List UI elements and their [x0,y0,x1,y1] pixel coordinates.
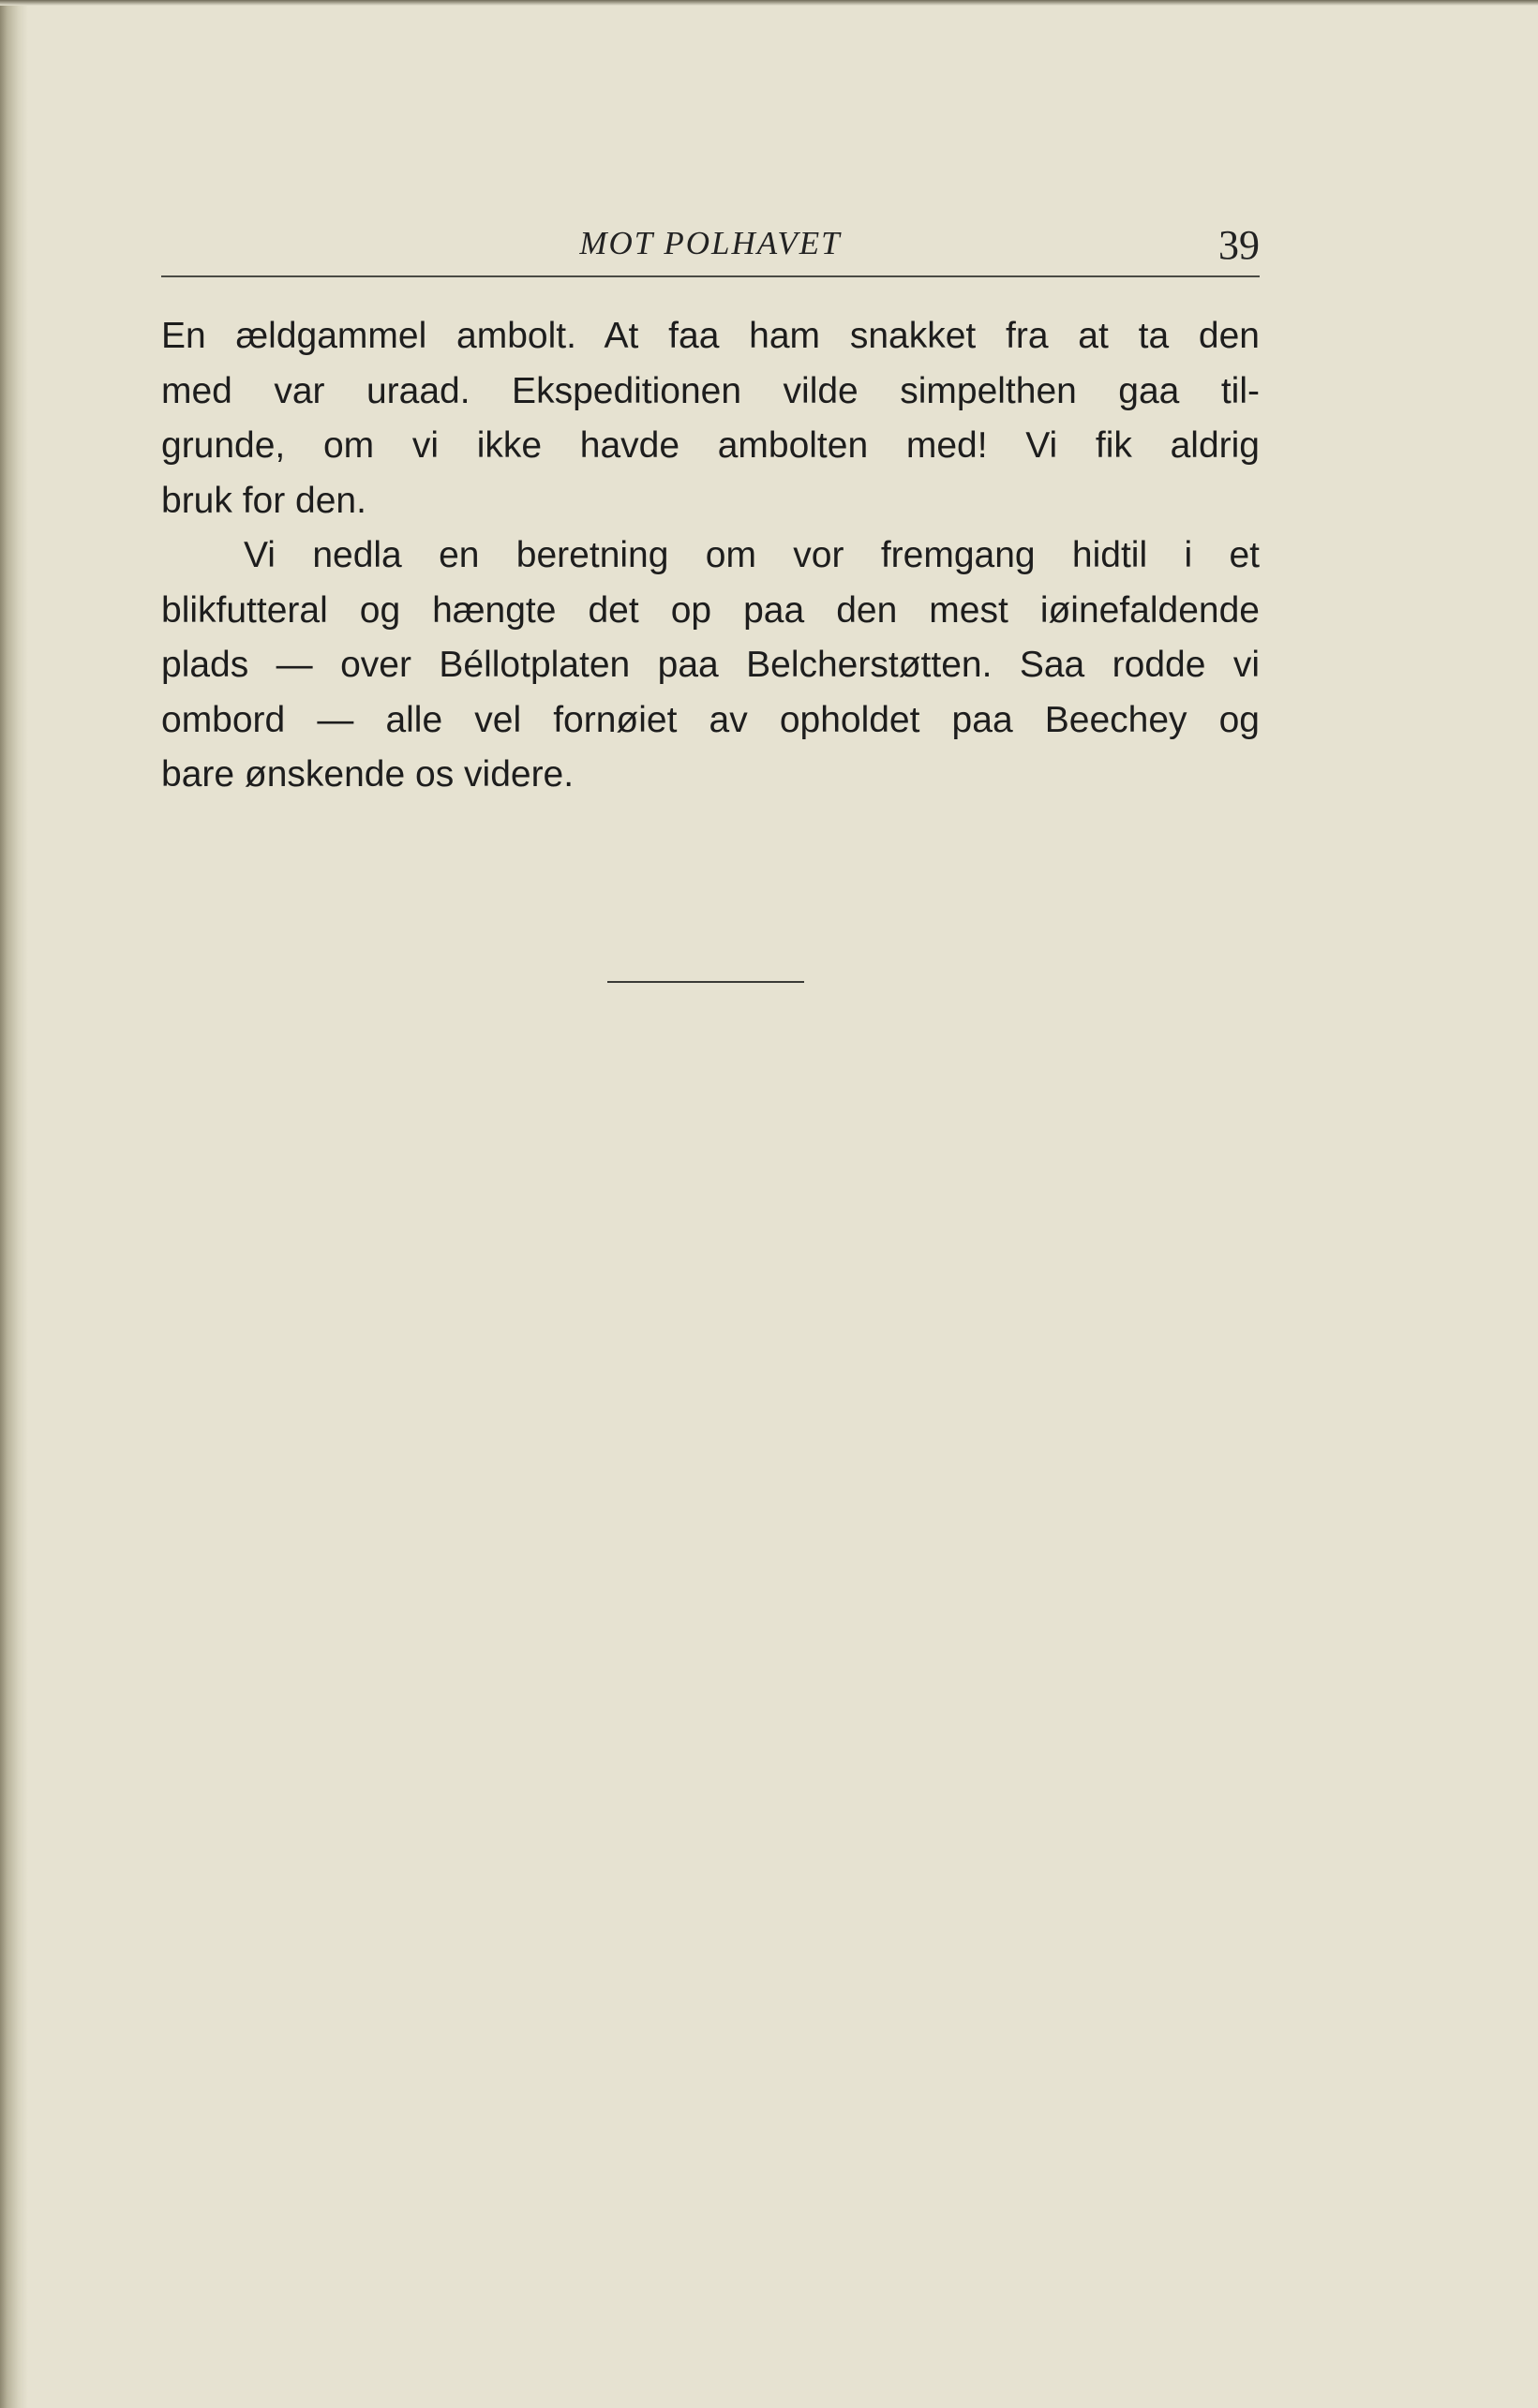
text-line: blikfutteral og hængte det op paa den mest iøinefaldende [161,589,1260,631]
text-line: ombord — alle vel fornøiet av opholdet paa Beechey og [161,699,1260,740]
page-binding-edge [0,0,28,2408]
text-line: Vi nedla en beretning om vor fremgang hidtil i et [244,535,1260,575]
text-line: grunde, om vi ikke havde ambolten med! Vi fik aldrig [161,425,1260,466]
running-head [161,221,1260,274]
body-text [161,309,1260,803]
section-end-rule [607,981,804,983]
text-line: plads — over Béllotplaten paa Belcherstøtten. Saa rodde vi [161,645,1260,685]
header-rule [161,275,1260,277]
paragraph-1 [161,309,1260,528]
paragraph-2 [161,528,1260,803]
page-number: 39 [1218,222,1260,268]
running-title: MOT POLHAVET [579,225,842,261]
text-line: bare ønskende os videre. [161,754,575,795]
page-top-edge [0,0,1538,6]
text-line: bruk for den. [161,480,366,521]
text-line: En ældgammel ambolt. At faa ham snakket fra at ta den [161,316,1260,356]
text-line: med var uraad. Ekspeditionen vilde simpelthen gaa til- [161,370,1260,411]
